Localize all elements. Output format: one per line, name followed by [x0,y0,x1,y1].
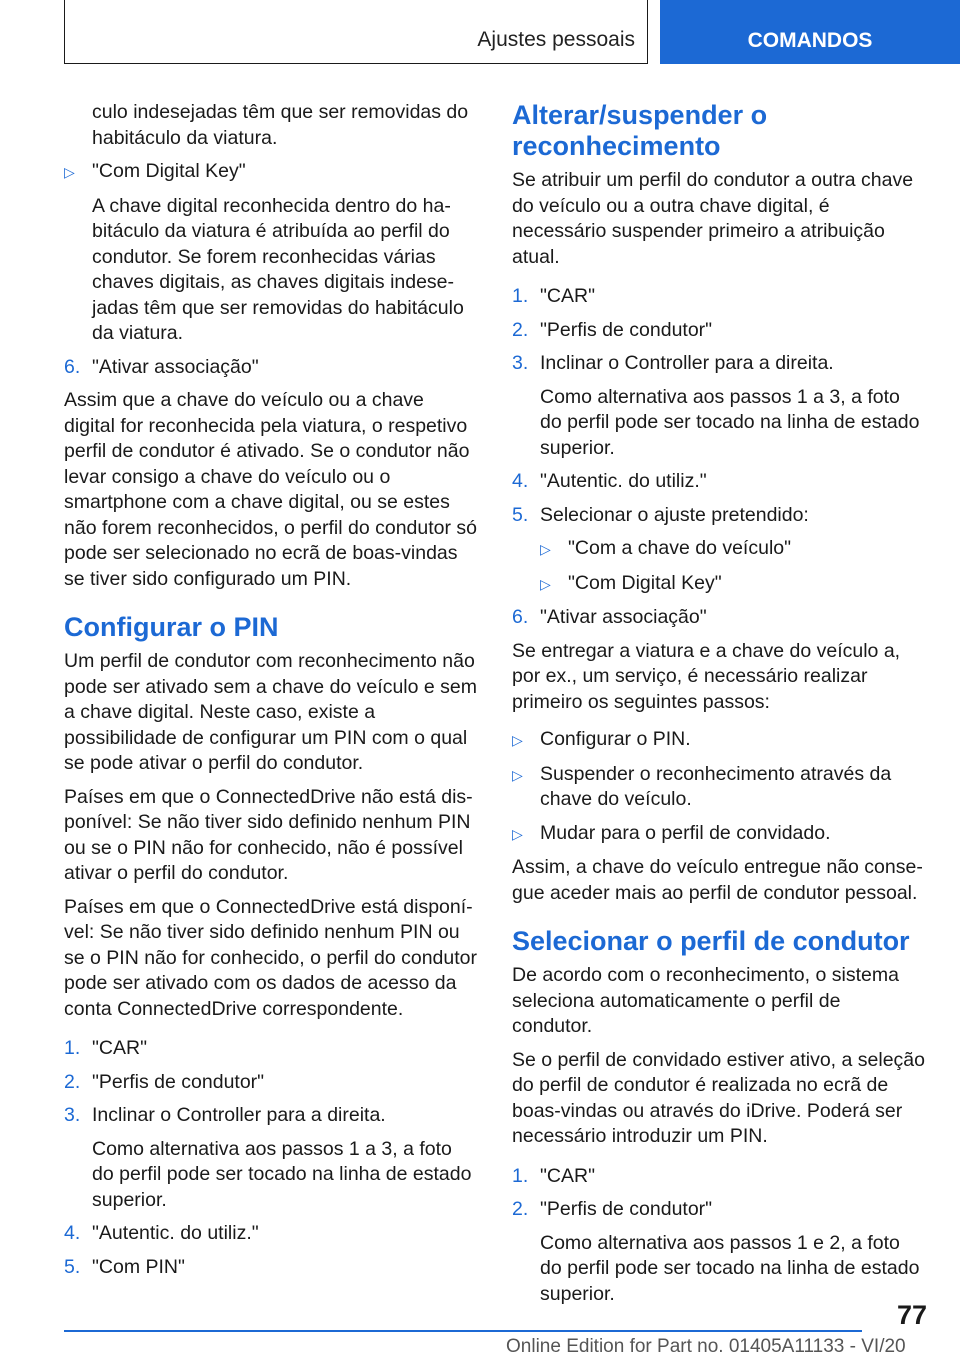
paragraph: Países em que o ConnectedDrive está disponível: Se não tiver sido definido nenhum PIN ou se o PIN não for conhecido, o perfil do condutor pode ser ativado com os dados de acesso da conta ConnectedDrive correspondente. [64,895,478,1020]
step-text: Inclinar o Controller para a direita. [92,1104,386,1126]
step-number: 6. [64,355,81,378]
step-item [64,1221,478,1247]
footer-divider [64,1330,862,1332]
step-note: Como alternativa aos passos 1 e 2, a foto do perfil pode ser tocado na linha de estado superior. [540,1231,920,1305]
step-item [512,503,926,529]
step-item [512,469,926,495]
bullet-triangle-icon: ▷ [540,575,551,592]
step-number: 2. [512,1198,529,1220]
step-item [512,351,926,377]
paragraph: Se o perfil de convidado estiver ativo, a seleção do perfil de condutor é realizada no ecrã de boas-vindas ou através do iDrive. Poderá ser necessário introduzir um PIN. [512,1048,925,1147]
step-number: 1. [64,1037,81,1059]
step-text: "Autentic. do utiliz." [540,470,707,492]
section-heading: Selecionar o perfil de condutor [512,926,910,956]
footer-edition: Online Edition for Part no. 01405A11133 - VI/20 [506,1336,906,1357]
step-number: 6. [512,606,529,628]
bullet-triangle-icon: ▷ [512,766,523,783]
bullet-triangle-icon: ▷ [64,164,75,180]
step-item [512,284,926,310]
step-text: Inclinar o Controller para a direita. [540,352,834,374]
step-text: "Perfis de condutor" [92,1070,265,1093]
step-item [64,355,478,381]
step-text: "Perfis de condutor" [540,1198,713,1220]
step-item [512,318,926,344]
bullet-text: "Com Digital Key" [568,571,722,594]
step-text: "CAR" [540,1164,596,1187]
paragraph: De acordo com o reconhecimento, o sistema seleciona automaticamente o perfil de condutor. [512,964,899,1037]
header-section-box [64,0,648,64]
step-number: 3. [512,352,529,374]
step-text: "Perfis de condutor" [540,318,713,341]
bullet-triangle-icon: ▷ [512,732,523,748]
right-column [512,100,926,1315]
step-number: 4. [512,470,529,492]
step-note: Como alternativa aos passos 1 a 3, a foto do perfil pode ser tocado na linha de estado superior. [540,385,920,459]
step-number: 1. [512,1164,529,1187]
step-number: 2. [512,318,529,341]
bullet-item [64,159,478,186]
bullet-text: Configurar o PIN. [540,728,691,750]
paragraph: culo indesejadas têm que ser removidas do habitáculo da viatura. [92,101,469,149]
step-text: "CAR" [92,1037,148,1059]
step-item [64,1255,478,1281]
step-item [64,1070,478,1096]
step-text: "CAR" [540,285,596,307]
paragraph: Se entregar a viatura e a chave do veículo a, por ex., um serviço, é necessário realizar primeiro os seguintes passos: [512,639,901,713]
step-item [512,605,926,631]
step-item [64,1103,478,1129]
bullet-item [512,727,926,754]
paragraph: Assim, a chave do veículo entregue não consegue aceder mais ao perfil de condutor pessoal. [512,856,923,904]
page-number: 77 [896,1300,927,1330]
step-item [512,1164,926,1190]
bullet-triangle-icon: ▷ [512,825,523,842]
step-number: 5. [64,1255,81,1278]
section-title: Ajustes pessoais [477,28,635,51]
bullet-triangle-icon: ▷ [540,541,551,557]
section-heading: Configurar o PIN [64,612,279,642]
sub-bullet-item [512,571,926,598]
step-number: 1. [512,285,529,307]
step-text: "Ativar associação" [540,606,707,628]
bullet-item [512,762,926,813]
paragraph: A chave digital reconhecida dentro do habitáculo da viatura é atribuída ao perfil do condutor. Se forem reconhecidas várias chaves digitais, as chaves digitais indesejadas têm que ser removidas do habitáculo da viatura. [92,194,464,344]
step-text: Selecionar o ajuste pretendido: [540,503,809,526]
step-text: "Ativar associação" [92,355,259,378]
left-column [64,100,478,1288]
chapter-tab[interactable]: COMANDOS [660,0,960,64]
bullet-text: "Com Digital Key" [92,160,246,182]
step-item [512,1197,926,1223]
step-number: 5. [512,503,529,526]
paragraph: Um perfil de condutor com reconhecimento não pode ser ativado sem a chave do veículo e sem a chave digital. Neste caso, existe a possibilidade de configurar um PIN com o qual se pode ativar o perfil do condutor. [64,650,477,774]
step-number: 4. [64,1222,81,1244]
step-number: 3. [64,1104,81,1126]
paragraph: Países em que o ConnectedDrive não está disponível: Se não tiver sido definido nenhum PIN ou se o PIN não for conhecido, não é possível ativar o perfil do condutor. [64,785,473,884]
step-number: 2. [64,1070,81,1093]
bullet-text: Mudar para o perfil de convidado. [540,821,831,844]
step-item [64,1036,478,1062]
section-heading: Alterar/suspender o reconhecimento [512,100,768,161]
step-text: "Autentic. do utiliz." [92,1222,259,1244]
step-text: "Com PIN" [92,1255,185,1278]
bullet-text: "Com a chave do veículo" [568,537,792,559]
bullet-text: Suspender o reconhecimento através da chave do veículo. [540,762,892,810]
paragraph: Assim que a chave do veículo ou a chave digital for reconhecida pela viatura, o respetivo perfil de condutor é ativado. Se o condutor não levar consigo a chave do veículo ou o smartphone com a chave digital, ou se estes não forem reconhecidos, o perfil do condutor só pode ser selecionado no ecrã de boas-vindas se tiver sido configurado um PIN. [64,389,477,590]
bullet-item [512,821,926,848]
step-note: Como alternativa aos passos 1 a 3, a foto do perfil pode ser tocado na linha de estado superior. [92,1137,472,1211]
sub-bullet-item [512,536,926,563]
paragraph: Se atribuir um perfil do condutor a outra chave do veículo ou a outra chave digital, é necessário suspender primeiro a atribuição atual. [512,169,914,268]
